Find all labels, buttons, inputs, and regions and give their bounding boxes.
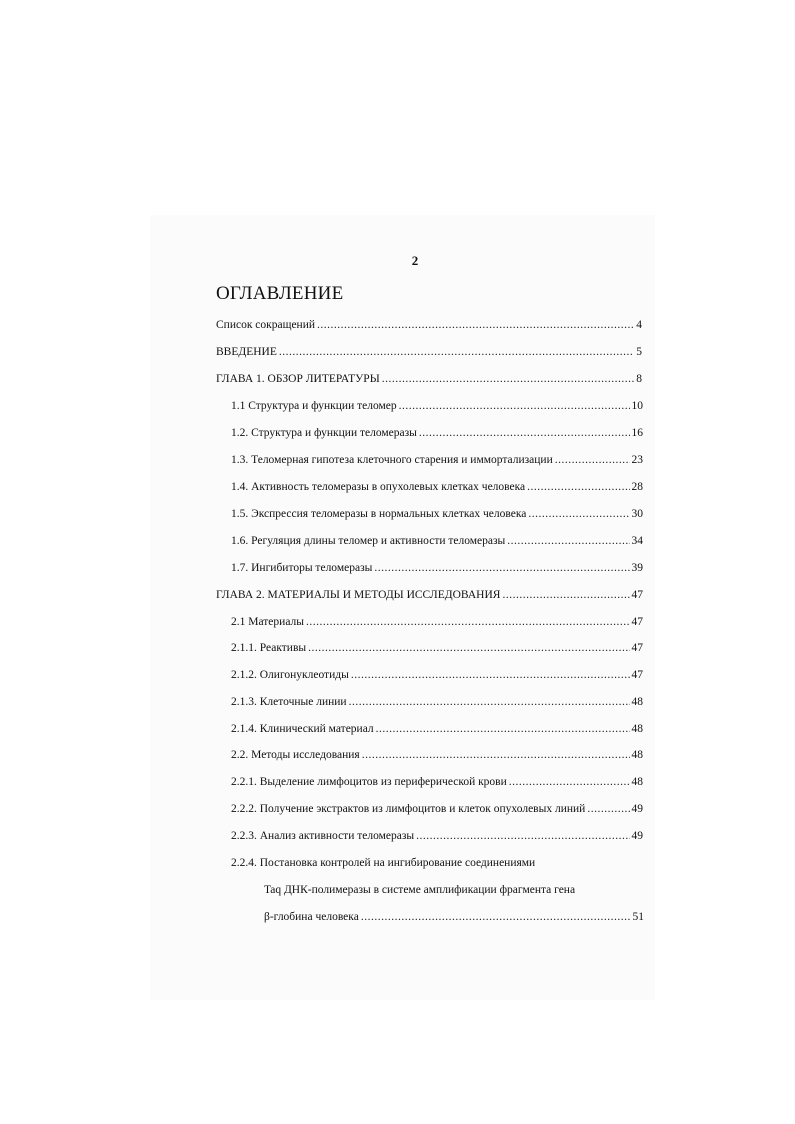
dot-leader	[306, 614, 630, 630]
toc-entry[interactable]	[231, 398, 643, 414]
toc-entry-label: 2.1 Материалы	[231, 616, 304, 628]
toc-entry[interactable]	[231, 801, 643, 817]
toc-entry-page: 49	[631, 803, 643, 815]
dot-leader	[374, 560, 629, 576]
dot-leader	[376, 721, 630, 737]
toc-entry-page: 48	[631, 749, 643, 761]
toc-entry-page: 23	[631, 454, 643, 466]
toc-entry[interactable]	[231, 506, 643, 522]
toc-entry-label: ГЛАВА 1. ОБЗОР ЛИТЕРАТУРЫ	[216, 373, 380, 385]
toc-entry-label: 2.1.3. Клеточные линии	[231, 696, 347, 708]
toc-entry-label: 1.2. Структура и функции теломеразы	[231, 427, 417, 439]
toc-entry-page: 16	[631, 427, 643, 439]
toc-entry-page: 47	[631, 589, 643, 601]
toc-entry-page: 30	[631, 508, 643, 520]
toc-title: ОГЛАВЛЕНИЕ	[216, 283, 344, 304]
toc-entry[interactable]	[231, 479, 643, 495]
toc-entry-page: 47	[631, 616, 643, 628]
toc-entry-page: 8	[636, 373, 642, 385]
toc-entry-label: 2.2. Методы исследования	[231, 749, 360, 761]
toc-entry-label: ГЛАВА 2. МАТЕРИАЛЫ И МЕТОДЫ ИССЛЕДОВАНИЯ	[216, 589, 501, 601]
toc-entry-label: 2.1.1. Реактивы	[231, 642, 307, 654]
dot-leader	[317, 317, 634, 333]
toc-entry[interactable]	[231, 667, 643, 683]
toc-entry[interactable]	[231, 425, 643, 441]
toc-entry[interactable]	[216, 344, 642, 360]
dot-leader	[399, 398, 630, 414]
toc-entry-label: 2.2.3. Анализ активности теломеразы	[231, 830, 415, 842]
toc-entry[interactable]	[231, 533, 643, 549]
toc-entry-page: 4	[636, 319, 642, 331]
toc-entry-page: 48	[631, 776, 643, 788]
toc-entry-label: 1.5. Экспрессия теломеразы в нормальных клетках человека	[231, 508, 527, 520]
dot-leader	[279, 344, 634, 360]
toc-entry[interactable]	[231, 774, 643, 790]
toc-entry-page: 48	[631, 723, 643, 735]
toc-entry-page: 47	[631, 642, 643, 654]
toc-entry-label: β-глобина человека	[264, 911, 359, 923]
toc-entry[interactable]	[216, 587, 643, 603]
dot-leader	[419, 425, 630, 441]
toc-entry-page: 10	[631, 400, 643, 412]
dot-leader	[416, 828, 629, 844]
toc-entry[interactable]	[231, 452, 643, 468]
dot-leader	[308, 640, 629, 656]
toc-entry-page: 5	[636, 346, 642, 358]
toc-entry[interactable]	[231, 614, 643, 630]
dot-leader	[382, 371, 635, 387]
toc-entry[interactable]	[231, 828, 643, 844]
toc-entry-label: 1.7. Ингибиторы теломеразы	[231, 562, 373, 574]
dot-leader	[587, 801, 629, 817]
dot-leader	[527, 479, 629, 495]
dot-leader	[502, 587, 629, 603]
toc-entry-label: 1.3. Теломерная гипотеза клеточного старения и иммортализации	[231, 454, 553, 466]
toc-entry-label: 2.1.2. Олигонуклеотиды	[231, 669, 349, 681]
toc-entry-label: Список сокращений	[216, 319, 316, 331]
dot-leader	[528, 506, 629, 522]
toc-entry[interactable]	[264, 909, 644, 925]
toc-entry[interactable]	[216, 371, 642, 387]
toc-entry-label: 1.6. Регуляция длины теломер и активности теломеразы	[231, 535, 506, 547]
dot-leader	[362, 747, 630, 763]
toc-entry-page: 47	[631, 669, 643, 681]
toc-entry[interactable]	[231, 560, 643, 576]
toc-entry-label[interactable]: 2.2.4. Постановка контролей на ингибирование соединениями	[231, 857, 536, 869]
toc-entry[interactable]	[231, 747, 643, 763]
page-number: 2	[411, 253, 419, 268]
toc-entry-page: 49	[631, 830, 643, 842]
dot-leader	[507, 533, 629, 549]
toc-entry-label: 1.1 Структура и функции теломер	[231, 400, 397, 412]
toc-entry[interactable]	[231, 721, 643, 737]
dot-leader	[361, 909, 631, 925]
toc-entry-label: 2.2.2. Получение экстрактов из лимфоцитов и клеток опухолевых линий	[231, 803, 586, 815]
toc-entry-label: ВВЕДЕНИЕ	[216, 346, 277, 358]
dot-leader	[509, 774, 630, 790]
dot-leader	[555, 452, 630, 468]
toc-entry[interactable]	[216, 317, 642, 333]
toc-entry-label: 2.1.4. Клинический материал	[231, 723, 374, 735]
toc-entry-page: 28	[631, 481, 643, 493]
toc-entry[interactable]	[231, 694, 643, 710]
toc-entry-page: 39	[631, 562, 643, 574]
toc-entry-page: 34	[631, 535, 643, 547]
toc-entry-label: 2.2.1. Выделение лимфоцитов из периферической крови	[231, 776, 507, 788]
toc-entry-page: 51	[632, 911, 644, 923]
toc-entry-label: Taq ДНК-полимеразы в системе амплификации фрагмента гена	[264, 884, 576, 896]
toc-entry[interactable]	[231, 640, 643, 656]
toc-entry-label: 1.4. Активность теломеразы в опухолевых клетках человека	[231, 481, 526, 493]
dot-leader	[349, 694, 630, 710]
toc-entry-page: 48	[631, 696, 643, 708]
dot-leader	[351, 667, 630, 683]
